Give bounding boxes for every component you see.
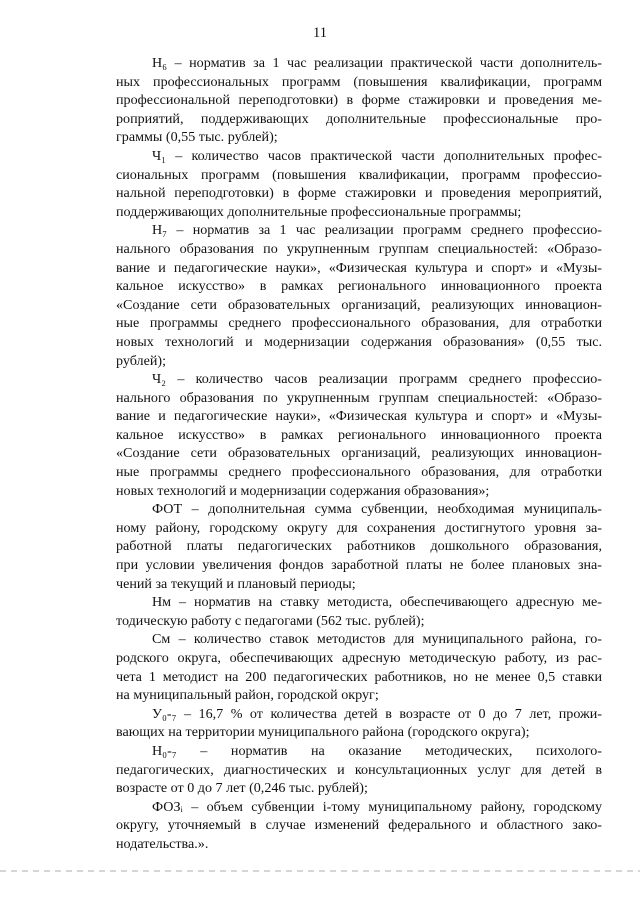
paragraph-fot bbox=[116, 500, 602, 593]
text-line: У₀-₇ – 16,7 % от количества детей в возрасте от 0 до 7 лет, прожи- bbox=[152, 705, 602, 722]
text-line: ных профессиональных программ (повышения квалификации, программ bbox=[116, 73, 602, 90]
text-line: «Создание сети образовательных организаций, реализующих инновацион- bbox=[116, 296, 602, 313]
text-line: родского округа, обеспечивающих адресную методическую работу, из рас- bbox=[116, 650, 602, 666]
text-line: См – количество ставок методистов для муниципального района, го- bbox=[152, 631, 602, 648]
text-line: работной платы педагогических работников дошкольного образования, bbox=[116, 538, 602, 555]
text-line: ФОЗᵢ – объем субвенции i-тому муниципальному району, городскому bbox=[152, 798, 602, 815]
text-line: ФОТ – дополнительная сумма субвенции, необходимая муниципаль- bbox=[152, 501, 602, 518]
text-line: нального образования по укрупненным группам специальностей: «Образо- bbox=[116, 240, 602, 257]
text-line: ные программы среднего профессионального образования, для отработки bbox=[116, 464, 602, 481]
text-line: ные программы среднего профессионального образования, для отработки bbox=[116, 315, 602, 332]
text-line: новых технологий и модернизации содержания образования» (0,55 тыс. bbox=[116, 333, 602, 350]
text-line: нальной переподготовки) в форме стажировки и проведения мероприятий, bbox=[116, 185, 602, 202]
paragraph-ch1 bbox=[116, 147, 602, 221]
scan-edge-mark bbox=[0, 870, 640, 872]
text-line: граммы (0,55 тыс. рублей); bbox=[116, 129, 278, 146]
text-line: сиональных программ (повышения квалификации, программ профессио- bbox=[116, 166, 602, 183]
paragraph-foz bbox=[116, 798, 602, 854]
paragraph-h07 bbox=[116, 742, 602, 798]
paragraph-sm bbox=[116, 630, 602, 704]
text-line: нодательства.». bbox=[116, 835, 209, 852]
text-line: при условии увеличения фондов заработной платы не более плановых зна- bbox=[116, 557, 602, 574]
text-line: поддерживающих дополнительные профессиональные программы; bbox=[116, 203, 522, 220]
text-line: возрасте от 0 до 7 лет (0,246 тыс. рублей); bbox=[116, 780, 368, 797]
document-body bbox=[116, 54, 602, 854]
text-line: Нм – норматив на ставку методиста, обеспечивающего адресную ме- bbox=[152, 594, 602, 611]
text-line: роприятий, поддерживающих дополнительные профессиональные про- bbox=[116, 110, 602, 127]
paragraph-u07 bbox=[116, 705, 602, 742]
text-line: ному району, городскому округу для сохранения достигнутого уровня за- bbox=[116, 519, 602, 536]
text-line: вающих на территории муниципального района (городского округа); bbox=[116, 724, 530, 741]
text-line: педагогических, диагностических и консультационных услуг для детей в bbox=[116, 761, 602, 778]
page-number: 11 bbox=[313, 25, 327, 41]
paragraph-h6 bbox=[116, 54, 602, 147]
text-line: чений за текущий и плановый периоды; bbox=[116, 575, 356, 592]
text-line: кальное искусство» в рамках регионального инновационного проекта bbox=[116, 426, 602, 443]
text-line: кальное искусство» в рамках регионального инновационного проекта bbox=[116, 278, 602, 295]
text-line: «Создание сети образовательных организаций, реализующих инновацион- bbox=[116, 445, 602, 462]
text-line: Ч₂ – количество часов реализации программ среднего профессио- bbox=[152, 371, 602, 388]
text-line: вание и педагогические науки», «Физическая культура и спорт» и «Музы- bbox=[116, 408, 602, 425]
text-line: Н₆ – норматив за 1 час реализации практической части дополнитель- bbox=[152, 55, 602, 71]
text-line: нального образования по укрупненным группам специальностей: «Образо- bbox=[116, 389, 602, 406]
text-line: Н₀-₇ – норматив на оказание методических, психолого- bbox=[152, 742, 602, 759]
paragraph-h7 bbox=[116, 221, 602, 370]
text-line: Н₇ – норматив за 1 час реализации программ среднего профессио- bbox=[152, 222, 602, 239]
paragraph-ch2 bbox=[116, 370, 602, 500]
text-line: вание и педагогические науки», «Физическая культура и спорт» и «Музы- bbox=[116, 259, 602, 276]
text-line: тодическую работу с педагогами (562 тыс. рублей); bbox=[116, 612, 425, 629]
text-line: чета 1 методист на 200 педагогических работников, но не менее 0,5 ставки bbox=[116, 668, 602, 685]
text-line: новых технологий и модернизации содержания образования»; bbox=[116, 482, 490, 499]
text-line: Ч₁ – количество часов практической части дополнительных профес- bbox=[152, 147, 602, 164]
text-line: на муниципальный район, городской округ; bbox=[116, 687, 379, 704]
text-line: округу, уточняемый в случае изменений федерального и областного зако- bbox=[116, 817, 602, 834]
text-line: рублей); bbox=[116, 352, 166, 369]
text-line: профессиональной переподготовки) в форме стажировки и проведения ме- bbox=[116, 92, 602, 109]
paragraph-hm bbox=[116, 593, 602, 630]
